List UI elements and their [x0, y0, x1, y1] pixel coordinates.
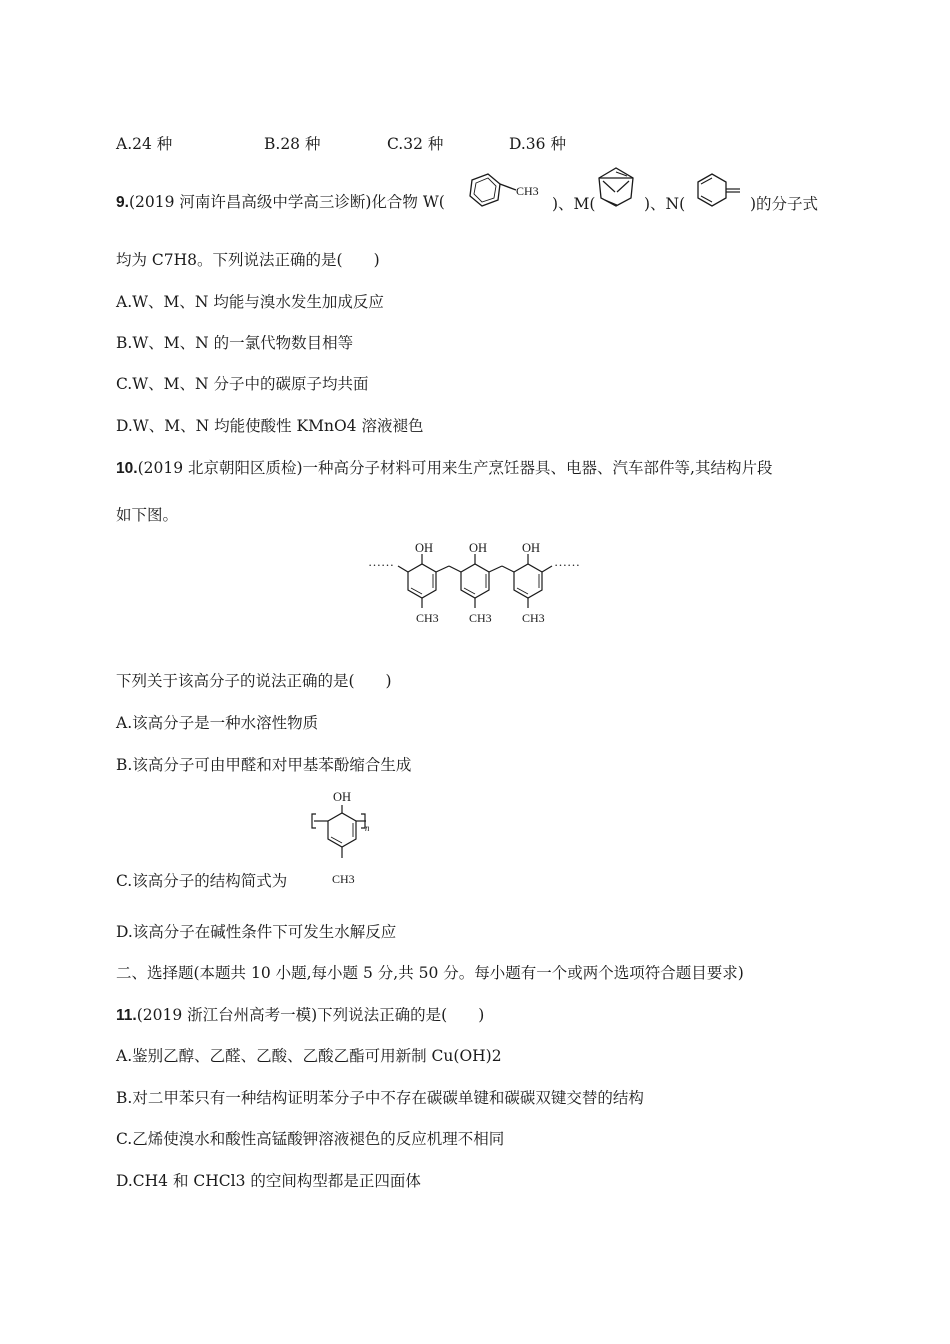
- toluene-structure: [460, 172, 550, 212]
- q10-line-1: [116, 458, 772, 479]
- repeat-ch3-label: CH3: [332, 872, 355, 886]
- q9-w-close: )、M(: [552, 195, 596, 213]
- q8-option-a: A.24 种: [116, 135, 173, 153]
- methylene-cyclohexadiene-structure: [690, 170, 746, 212]
- q10-line-1-text: (2019 北京朝阳区质检)一种高分子材料可用来生产烹饪器具、电器、汽车部件等,其结构片段: [137, 459, 773, 477]
- q10-stem: 下列关于该高分子的说法正确的是( ): [116, 672, 392, 690]
- q11-number: 11.: [116, 1007, 137, 1024]
- q9-line-2: 均为 C7H8。下列说法正确的是( ): [116, 251, 380, 269]
- oh-label-2: OH: [469, 541, 488, 555]
- repeat-oh-label: OH: [333, 790, 352, 804]
- q9-line-1: [116, 192, 445, 213]
- q9-option-b: B.W、M、N 的一氯代物数目相等: [116, 334, 354, 352]
- q8-option-d: D.36 种: [509, 135, 566, 153]
- q11-stem: (2019 浙江台州高考一模)下列说法正确的是( ): [136, 1006, 485, 1024]
- ch3-label-1: CH3: [416, 611, 439, 625]
- ch3-label-3: CH3: [522, 611, 545, 625]
- q8-option-c: C.32 种: [387, 135, 444, 153]
- q10-option-d: D.该高分子在碱性条件下可发生水解反应: [116, 923, 397, 941]
- ch3-label-2: CH3: [469, 611, 492, 625]
- q11-option-d: D.CH4 和 CHCl3 的空间构型都是正四面体: [116, 1172, 421, 1190]
- polymer-repeat-unit-figure: [300, 786, 380, 890]
- oh-label-1: OH: [415, 541, 434, 555]
- q10-option-b: B.该高分子可由甲醛和对甲基苯酚缩合生成: [116, 756, 412, 774]
- q9-number: 9.: [116, 194, 129, 211]
- polymer-fragment-figure: [362, 536, 592, 642]
- q11-option-a: A.鉴别乙醇、乙醛、乙酸、乙酸乙酯可用新制 Cu(OH)2: [116, 1047, 502, 1065]
- q9-option-d: D.W、M、N 均能使酸性 KMnO4 溶液褪色: [116, 417, 424, 435]
- q9-source: (2019 河南许昌高级中学高三诊断)化合物 W(: [128, 193, 445, 211]
- oh-label-3: OH: [522, 541, 541, 555]
- section-2-heading: 二、选择题(本题共 10 小题,每小题 5 分,共 50 分。每小题有一个或两个选项符合题目要求): [116, 964, 744, 982]
- q10-option-c: C.该高分子的结构简式为: [116, 872, 288, 890]
- q9-option-c: C.W、M、N 分子中的碳原子均共面: [116, 375, 369, 393]
- q11-line-1: [116, 1005, 484, 1026]
- q10-number: 10.: [116, 460, 138, 477]
- q9-n-close: )的分子式: [750, 195, 819, 213]
- right-dots-label: ……: [554, 554, 580, 569]
- q11-option-c: C.乙烯使溴水和酸性高锰酸钾溶液褪色的反应机理不相同: [116, 1130, 505, 1148]
- left-dots-label: ……: [368, 554, 394, 569]
- q9-option-a: A.W、M、N 均能与溴水发生加成反应: [116, 293, 384, 311]
- q8-option-b: B.28 种: [264, 135, 321, 153]
- q9-m-close: )、N(: [644, 195, 686, 213]
- q10-option-a: A.该高分子是一种水溶性物质: [116, 714, 319, 732]
- bicyclic-structure: [591, 164, 641, 210]
- repeat-n-label: n: [365, 823, 370, 833]
- q11-option-b: B.对二甲苯只有一种结构证明苯分子中不存在碳碳单键和碳碳双键交替的结构: [116, 1089, 644, 1107]
- toluene-ch3-label: CH3: [516, 184, 539, 198]
- q10-line-2: 如下图。: [116, 506, 179, 524]
